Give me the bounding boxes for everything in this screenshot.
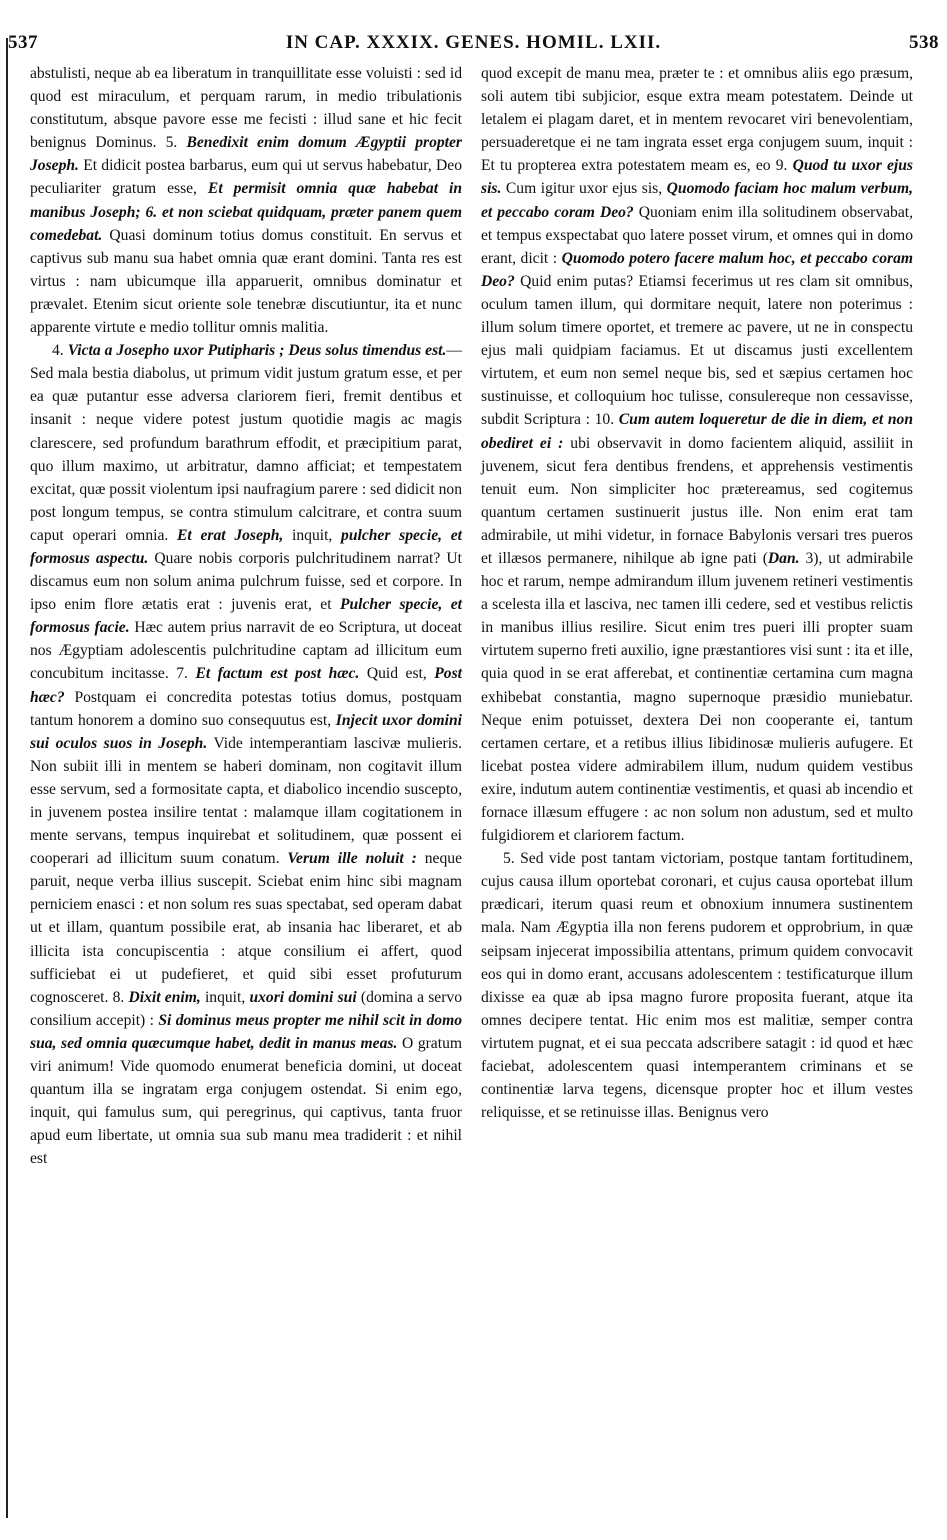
quotation-text: Cum autem loqueretur de die in diem, et non obediret ei : (481, 411, 914, 452)
quotation-text: Quomodo potero facere malum hoc, et peccabo coram Deo? (481, 249, 913, 290)
quotation-text: uxori domini sui (249, 988, 357, 1006)
body-text: 5. Sed vide post tantam victoriam, postque tantam fortitudinem, cujus causa illum oportebat coronari, et cujus causa oportebat illum prædicari, iterum quasi reum et obnoxium innumera sustinentem mala. Nam Ægyptia illa non ferens pudorem et opprobrium, in quæ seipsam injecerat impossibilia attentans, primum quidem convocavit eos qui in domo erant, accusans adolescentem : testificaturque illum dixisse ea quæ ab ipsa magno furore proposita fuerant, atque ita omnes decipere tentat. Hic enim mos est malitiæ, semper contra virtutem pugnat, et ei sua peccata adscribere satagit : id quod et hæc faciebat, adolescentem quasi intemperantem criminans et se continentiæ larva tegens, dicensque propter hoc et illum vestes reliquisse, et se retinuisse illas. Benignus vero (481, 850, 913, 1122)
body-text: inquit, (200, 988, 250, 1006)
body-text: (domina a servo consilium accepit) : (30, 988, 462, 1029)
quotation-text: Pulcher specie, et formosus facie. (30, 596, 462, 637)
body-text: quod excepit de manu mea, præter te : et omnibus aliis ego præsum, soli autem tibi subjicior, esque extra meam potestatem. Deinde ut letalem ei plagam daret, et in mentem revocaret viri benevolentiam, persuaderetque ei ne tam ingrata esset erga conjugem suum, inquit : Et tu propterea extra potestatem meam es, eo 9. (481, 65, 913, 175)
body-text: Quasi dominum totius domus constituit. En servus et captivus sub manu sua habet omnia quæ erant domini. Tanta res est virtus : nam ubicumque illa apparuerit, omnibus dominatur et prævalet. Etenim sicut oriente sole tenebræ discutiuntur, ita et nunc apparente virtute e medio tollitur omnis malitia. (30, 226, 462, 337)
left-margin-rule (6, 38, 8, 1518)
quotation-text: Et erat Joseph, (177, 526, 284, 544)
paragraph (30, 339, 462, 1170)
body-text: Quid enim putas? Etiamsi fecerimus ut res clam sit omnibus, oculum tamen illum, qui dormitare nequit, latere non poterimus : illum solum timere oportet, et tremere ac pavere, ut ne in conspectu ejus mali quidpiam faciamus. Et ut discamus justi excellentem virtutem, et eum non semel neque bis, sed et sæpius certamen hoc sustinuisse, et colloquium hoc tulisse, consulereque non cessavisse, subdit Scriptura : 10. (481, 272, 913, 429)
body-text: Hæc autem prius narravit de eo Scriptura, ut doceat nos Ægyptiam adolescentis pulchritudine captam ad illicitum eum concubitum incitasse. 7. (30, 619, 462, 683)
quotation-text: Dixit enim, (128, 988, 201, 1006)
quotation-text: Si dominus meus propter me nihil scit in domo sua, sed omnia quæcumque habet, dedit in manus meas. (30, 1011, 462, 1052)
quotation-text: Verum ille noluit : (287, 850, 417, 868)
body-text: Postquam ei concredita potestas totius domus, postquam tantum honorem a domino suo consequutus est, (30, 688, 462, 729)
body-text: Quoniam enim illa solitudinem observabat, et tempus exspectabat quo latere posset virum, et omnes qui in domo erant, dicit : (481, 203, 913, 267)
page-number-left: 537 (8, 32, 38, 53)
body-text: —Sed mala bestia diabolus, ut primum vidit justum gratum esse, et per ea quæ putantur esse adversa clariorem fieri, fremit dentibus et insanit : neque videre potest justum quotidie magis ac magis clarescere, sed profundum barathrum effodit, et præcipitium parat, quo illum maximo, ut arbitratur, damno afficiat; et tempestatem excitat, quæ possit violentum ipsi naufragium parere : sed didicit non post longum tempus, se contra stimulum calcitrare, et contra suum caput operari omnia. (30, 342, 463, 544)
paragraph (30, 62, 462, 339)
quotation-text: Quod tu uxor ejus sis. (481, 157, 913, 198)
page-number-right: 538 (909, 32, 939, 53)
right-column (481, 62, 913, 1124)
body-text: Vide intemperantiam lascivæ mulieris. Non subiit illi in mentem se haberi dominam, non cogitavit illum esse servum, sed a formositate capta, et diabolico incendio suscepto, in juvenem postea insilire tentat : malamque illam cogitationem in mente servans, tempus inquirebat et solitudinem, quæ possent ei cooperari ad illicitum suum conatum. (30, 734, 462, 868)
quotation-text: Dan. (767, 549, 800, 567)
paragraph (481, 62, 913, 847)
quotation-text: Injecit uxor domini sui oculos suos in Joseph. (30, 711, 462, 752)
running-title: IN CAP. XXXIX. GENES. HOMIL. LXII. (285, 32, 662, 53)
body-text: abstulisti, neque ab ea liberatum in tranquillitate esse voluisti : sed id quod est miraculum, et perquam rarum, in medio tribulationis constitutum, absque pavore esse me fecisti : illud sane et hic fecit benignus Dominus. 5. (30, 65, 462, 152)
running-header (8, 32, 939, 56)
quotation-text: pulcher specie, et formosus aspectu. (30, 526, 462, 567)
quotation-text: Post hæc? (30, 665, 462, 706)
body-text: 4. (52, 342, 68, 360)
body-text: 3), ut admirabile hoc et rarum, nempe admirandum illum juvenem retineri vestimentis a scelesta illa et lasciva, nec tamen illi cedere, sed et vestibus relictis in manibus illius resilire. Sicut enim tres pueri illi propter suam virtutem superno freti auxilio, igne præstantiores visi sunt : ita et ille, quia quod in se erat afferebat, et continentiæ certamina cum magna exhibebat constantia, magno supernoque præsidio muniebatur. Neque enim potuisset, dextera Dei non cooperante ei, tantum certamen certare, et a retibus illius libidinosæ mulieris aufugere. Et licebat postea videre admirabilem illum, nudum quidem vestibus exire, indutum autem continentiæ vestimentis, et quasi ab incendio et fornace illæsum effugere : ac non solum non adustum, sed et multo fulgidiorem et clariorem factum. (481, 549, 913, 845)
body-text: inquit, (283, 526, 342, 544)
quotation-text: Quomodo faciam hoc malum verbum, et peccabo coram Deo? (481, 180, 913, 221)
paragraph (481, 847, 913, 1124)
quotation-text: Victa a Josepho uxor Putipharis ; Deus solus timendus est. (67, 342, 447, 360)
left-column (30, 62, 462, 1171)
body-text: neque paruit, neque verba illius suscepit. Sciebat enim hinc sibi magnam perniciem enasci : et non solum res suas spectabat, sed operam dabat ut et illam, quantum possibile erat, ab insania hac liberaret, et ab illicita ista concupiscentia : atque consilium ei affert, quod sufficiebat ei ut pudefieret, et quid sibi esset profuturum cognosceret. 8. (30, 850, 462, 1006)
body-text: Cum igitur uxor ejus sis, (501, 180, 667, 198)
body-text: O gratum viri animum! Vide quomodo enumerat beneficia domini, ut doceat quantum illa se ingratam erga conjugem ostendat. Si enim ego, inquit, qui famulus sum, qui peregrinus, qui captivus, tanta fruor apud eum libertate, ut omnia sua sub manu mea tradiderit : et nihil est (30, 1034, 462, 1168)
quotation-text: Et factum est post hæc. (195, 665, 360, 683)
body-text: Quid est, (359, 665, 435, 683)
body-text: Quare nobis corporis pulchritudinem narrat? Ut discamus eum non solum anima pulchrum fuisse, sed et corpore. In ipso enim flore ætatis erat : juvenis erat, et (30, 549, 462, 614)
body-text: ubi observavit in domo facientem aliquid, assiliit in juvenem, sicut fera dentibus frendens, et apprehensis vestimentis tenuit eum. Non simpliciter hoc prætereamus, sed cogitemus quantum certamen sustinuerit justus ille. Non enim erat tam admirabile, ut mihi videtur, in fornace Babylonis versari tres pueros et illæsos permanere, nihilque ab igne pati ( (481, 434, 913, 567)
body-text: Et didicit postea barbarus, eum qui ut servus habebatur, Deo peculiariter gratum esse, (30, 157, 462, 198)
quotation-text: Et permisit omnia quæ habebat in manibus Joseph; 6. et non sciebat quidquam, præter panem quem comedebat. (30, 180, 462, 244)
quotation-text: Benedixit enim domum Ægyptii propter Joseph. (30, 134, 462, 175)
